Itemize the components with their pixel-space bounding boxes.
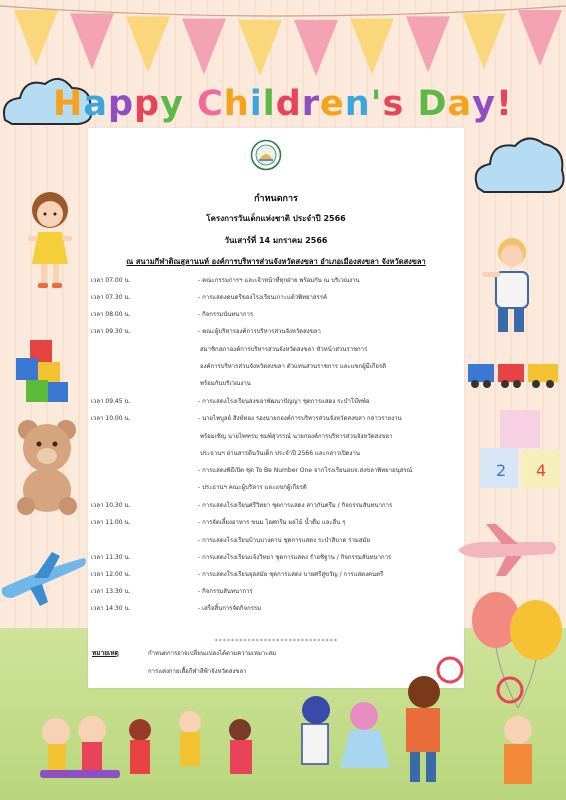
note-line: การแต่งกายเสื้อกีฬาสีฟ้าจังหวัดสงขลา bbox=[148, 668, 247, 675]
airplane-left bbox=[0, 548, 88, 608]
schedule-desc: - การแสดงดนตรีของโรงเรียนเกาะแต้วพิทยาสรรค์ bbox=[198, 294, 327, 301]
schedule-desc: - การแสดงโรงเรียนสงขลาพัฒนาปัญญา ชุดการแสดง ระบำโบ๊ทพ์อ bbox=[198, 398, 370, 405]
schedule-continuation: องค์การบริหารส่วนจังหวัดสงขลา ตัวแทนส่วนราชการ และแขกผู้มีเกียรติ bbox=[200, 363, 387, 370]
schedule-time: เวลา 09.30 น. bbox=[91, 328, 131, 335]
bunting-flag bbox=[126, 16, 170, 72]
bunting-flag bbox=[70, 13, 114, 69]
girl-illustration bbox=[22, 188, 78, 298]
schedule-desc: - การแสดงโรงเรียนแจ้งวิทยา ชุดการแสดง รำอชิฐาน / กิจกรรมสันทนาการ bbox=[198, 554, 392, 561]
puzzle-pieces bbox=[14, 336, 74, 406]
title-letter: a bbox=[83, 84, 108, 124]
schedule-time: เวลา 08.00 น. bbox=[91, 311, 131, 318]
bunting-flag bbox=[518, 10, 562, 66]
toy-blocks bbox=[478, 408, 564, 492]
schedule-desc: - คณะผู้บริหารองค์การบริหารส่วนจังหวัดสงขลา bbox=[198, 328, 321, 335]
schedule-time: เวลา 09.45 น. bbox=[91, 398, 131, 405]
bunting-flags bbox=[0, 0, 566, 80]
title-letter: i bbox=[249, 84, 263, 124]
schedule-desc: - นายไพบูลย์ สิงห์ทอง รองนายกองค์การบริหารส่วนจังหวัดสงขลา กล่าวรายงาน bbox=[198, 415, 402, 422]
note-line: กำหนดการอาจเปลี่ยนแปลงได้ตามความเหมาะสม bbox=[148, 650, 277, 657]
schedule-desc: - การแสดงโรงเรียนศรีวิทยา ชุดการแสดง สาวกันตรึม / กิจกรรมสันทนาการ bbox=[198, 502, 393, 509]
title-letter: ' bbox=[370, 84, 383, 124]
title-letter: s bbox=[382, 84, 405, 124]
airplane-right bbox=[456, 520, 560, 580]
schedule-desc: - คณะกรรมการฯ และเจ้าหน้าที่ทุกฝ่าย พร้อมกัน ณ บริเวณงาน bbox=[198, 277, 360, 284]
schedule-time: เวลา 13.30 น. bbox=[91, 588, 131, 595]
bunting-flag bbox=[182, 19, 226, 75]
children-illustration bbox=[40, 672, 560, 800]
schedule-desc: - การจัดเลี้ยงอาหาร ขนม ไอศกรีม ผลไม้ น้ำดื่ม และอื่น ๆ bbox=[198, 519, 346, 526]
schedule-time: เวลา 11.00 น. bbox=[91, 519, 131, 526]
bunting-flag bbox=[350, 19, 394, 75]
schedule-continuation: พร้อมกันบริเวณงาน bbox=[200, 380, 251, 387]
schedule-continuation: - ประธานฯ คณะผู้บริหาร และแขกผู้เกียรติ bbox=[198, 484, 307, 491]
schedule-row bbox=[88, 326, 464, 338]
title-letter: p bbox=[107, 84, 135, 124]
schedule-continuation: - การแสดงโรงเรียนบ้านบางดาน ชุดการแสดง ระบำสิบาด ร่วมสมัย bbox=[198, 537, 370, 544]
schedule-continuation: พร้อมเชิญ นายไพฑรม ชมพ์สุวรรณ์ นายกองค์การบริหารส่วนจังหวัดสงขลา bbox=[200, 433, 393, 440]
title-letter: r bbox=[301, 84, 321, 124]
schedule-desc: - กิจกรรมนันทนาการ bbox=[198, 311, 254, 318]
schedule-row bbox=[88, 396, 464, 408]
title-letter: y bbox=[472, 84, 496, 124]
cloud-right bbox=[470, 128, 566, 198]
poster-title bbox=[0, 84, 566, 124]
title-letter: l bbox=[262, 84, 276, 124]
schedule-row bbox=[88, 517, 464, 529]
teddy-bear bbox=[12, 418, 82, 516]
schedule-desc: - เสร็จสิ้นการจัดกิจกรรม bbox=[198, 605, 262, 612]
schedule-time: เวลา 07.00 น. bbox=[91, 277, 131, 284]
schedule-time: เวลา 10.30 น. bbox=[91, 502, 131, 509]
schedule-time: เวลา 14.30 น. bbox=[91, 605, 131, 612]
title-letter: d bbox=[275, 84, 302, 124]
bunting-flag bbox=[406, 16, 450, 72]
title-letter bbox=[404, 84, 417, 124]
title-letter: ! bbox=[495, 84, 513, 124]
bunting-flag bbox=[294, 20, 338, 76]
schedule-row bbox=[88, 603, 464, 615]
title-letter: e bbox=[320, 84, 345, 124]
schedule-row bbox=[88, 586, 464, 598]
title-letter: h bbox=[223, 84, 250, 124]
title-letter: y bbox=[160, 84, 184, 124]
title-letter: H bbox=[53, 84, 84, 124]
title-letter: C bbox=[197, 84, 224, 124]
schedule-row bbox=[88, 500, 464, 512]
bunting-flag bbox=[14, 10, 58, 66]
schedule-row bbox=[88, 309, 464, 321]
schedule-row bbox=[88, 552, 464, 564]
schedule-time: เวลา 11.30 น. bbox=[91, 554, 131, 561]
title-letter: D bbox=[417, 84, 448, 124]
schedule-continuation: สมาชิกสภาองค์การบริหารส่วนจังหวัดสงขลา หัวหน้าส่วนราชการ bbox=[200, 346, 368, 353]
title-letter: p bbox=[134, 84, 161, 124]
schedule-time: เวลา 12.00 น. bbox=[91, 571, 131, 578]
organization-logo bbox=[250, 139, 282, 171]
schedule-row bbox=[88, 292, 464, 304]
schedule-desc: - กิจกรรมสันทนาการ bbox=[198, 588, 253, 595]
schedule-row bbox=[88, 413, 464, 425]
schedule-desc: - การแสดงโรงเรียนจุลสมัย ชุดการแสดง บายศรีสู่ขวัญ / การแสดงคนตรี bbox=[198, 571, 384, 578]
toy-train bbox=[466, 356, 562, 390]
schedule-row bbox=[88, 569, 464, 581]
project-line: โครงการวันเด็กแห่งชาติ ประจำปี 2566 bbox=[206, 214, 346, 223]
schedule-row bbox=[88, 275, 464, 287]
bunting-flag bbox=[238, 20, 282, 76]
title-letter: a bbox=[447, 84, 473, 124]
heading: กำหนดการ bbox=[254, 194, 298, 204]
svg-text:2: 2 bbox=[496, 461, 507, 480]
schedule-continuation: ประธานฯ อ่านสารตีนวันเด็ก ประจำปี 2566 และกล่าวเปิดงาน bbox=[200, 450, 360, 457]
date-line: วันเสาร์ที่ 14 มกราคม 2566 bbox=[224, 236, 328, 245]
schedule-continuation: - การแสดงพิธีเปิด ชุด To Be Number One จากโรงเรียนอบจ.สงขลาพิทยาอนุสรณ์ bbox=[198, 467, 413, 474]
venue-line: ณ สนามกีฬาติณสูลานนท์ องค์การบริหารส่วนจังหวัดสงขลา อำเภอเมืองสงขลา จังหวัดสงขลา bbox=[126, 257, 426, 266]
bunting-flag bbox=[462, 13, 506, 69]
svg-text:4: 4 bbox=[536, 461, 547, 480]
schedule-time: เวลา 10.00 น. bbox=[91, 415, 131, 422]
boy-illustration bbox=[478, 232, 540, 338]
schedule-time: เวลา 07.30 น. bbox=[91, 294, 131, 301]
note-label: หมายเหตุ bbox=[92, 649, 119, 657]
separator: ****************************** bbox=[214, 638, 338, 645]
title-letter bbox=[184, 84, 197, 124]
title-letter: n bbox=[344, 84, 371, 124]
